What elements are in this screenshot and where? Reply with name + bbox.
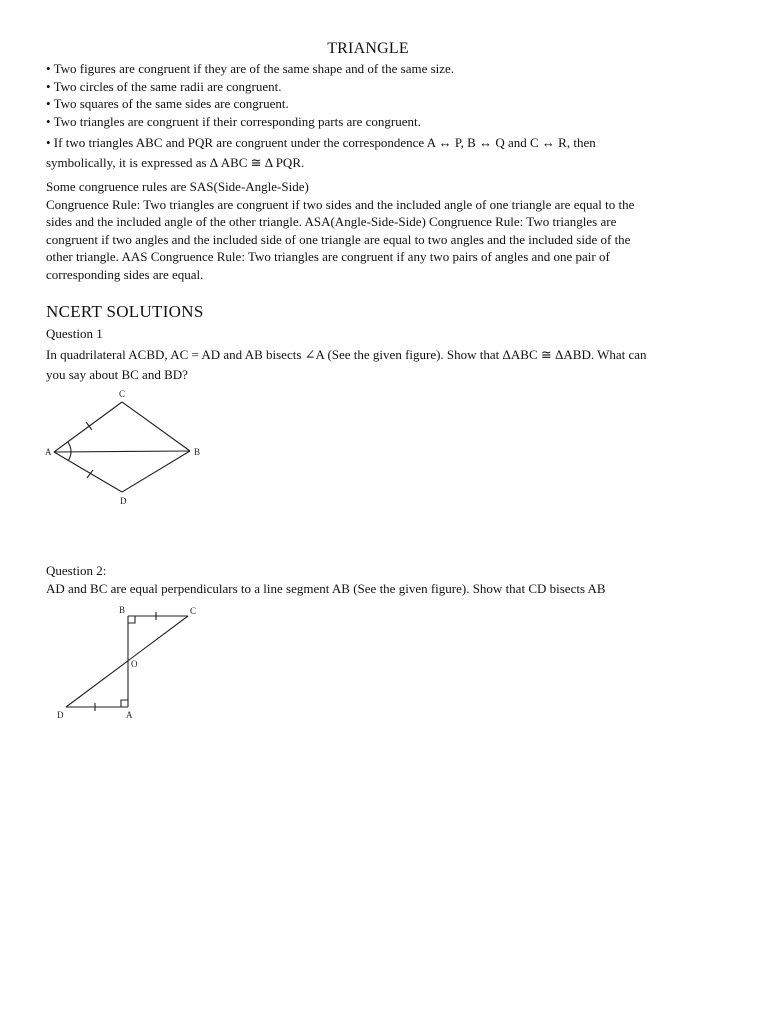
vertex-label-b: B bbox=[119, 605, 126, 615]
segment-cd bbox=[66, 616, 188, 707]
paragraph-line: congruent if two angles and the included side of one triangle are equal to two angles and the included side of the bbox=[46, 231, 631, 247]
segment-db bbox=[122, 451, 190, 492]
vertex-label-d: D bbox=[57, 710, 64, 720]
vertex-label-d: D bbox=[120, 496, 127, 506]
bullet-item: • Two figures are congruent if they are of the same shape and of the same size. bbox=[46, 61, 455, 76]
vertex-label-a: A bbox=[45, 447, 52, 457]
segment-ac bbox=[54, 402, 122, 452]
paragraph-line: sides and the included angle of the other triangle. ASA(Angle-Side-Side) Congruence Rule: Two triangles are bbox=[46, 214, 617, 230]
right-angle-mark-a bbox=[121, 700, 128, 707]
paragraph-line: Congruence Rule: Two triangles are congruent if two sides and the included angle of one triangle are equal to the bbox=[46, 196, 635, 212]
tick-mark-ac bbox=[86, 422, 92, 430]
question-1-label: Question 1 bbox=[46, 326, 103, 341]
quadrilateral-acbd-figure bbox=[44, 386, 214, 510]
congruence-facts-list bbox=[46, 60, 716, 157]
bullet-item: • Two squares of the same sides are congruent. bbox=[46, 96, 289, 111]
vertex-label-c: C bbox=[190, 606, 197, 616]
paragraph-line: Some congruence rules are SAS(Side-Angle-Side) bbox=[46, 179, 309, 194]
page-title: TRIANGLE bbox=[327, 40, 409, 57]
bullet-item: • Two circles of the same radii are congruent. bbox=[46, 78, 282, 94]
paragraph-line: other triangle. AAS Congruence Rule: Two triangles are congruent if any two pairs of angles and one pair of bbox=[46, 249, 610, 265]
right-angle-mark-b bbox=[128, 616, 135, 623]
segment-ad bbox=[54, 452, 122, 492]
ncert-solutions-heading: NCERT SOLUTIONS bbox=[46, 302, 204, 321]
point-label-o: O bbox=[131, 659, 138, 669]
vertex-label-a: A bbox=[126, 710, 133, 720]
perpendiculars-figure bbox=[52, 600, 212, 726]
question-line: In quadrilateral ACBD, AC = AD and AB bisects ∠A (See the given figure). Show that ΔABC ≅ ΔABD. What can bbox=[46, 347, 647, 362]
congruence-rules-paragraph bbox=[46, 178, 716, 284]
question-2-text bbox=[46, 580, 716, 598]
bullet-item: • Two triangles are congruent if their corresponding parts are congruent. bbox=[46, 113, 421, 129]
paragraph-line: corresponding sides are equal. bbox=[46, 266, 204, 282]
symbolic-notation-line: symbolically, it is expressed as Δ ABC ≅ Δ PQR. bbox=[46, 155, 305, 170]
question-1-text bbox=[46, 346, 716, 386]
question-line: you say about BC and BD? bbox=[46, 367, 188, 382]
question-2-label: Question 2: bbox=[46, 563, 107, 578]
vertex-label-b: B bbox=[194, 447, 201, 457]
segment-cb bbox=[122, 402, 190, 451]
segment-ab bbox=[54, 451, 190, 452]
question-line: AD and BC are equal perpendiculars to a line segment AB (See the given figure). Show that CD bisects AB bbox=[46, 581, 606, 596]
bullet-item: • If two triangles ABC and PQR are congruent under the correspondence A ↔ P, B ↔ Q and C ↔ R, then bbox=[46, 135, 596, 150]
vertex-label-c: C bbox=[119, 389, 126, 399]
